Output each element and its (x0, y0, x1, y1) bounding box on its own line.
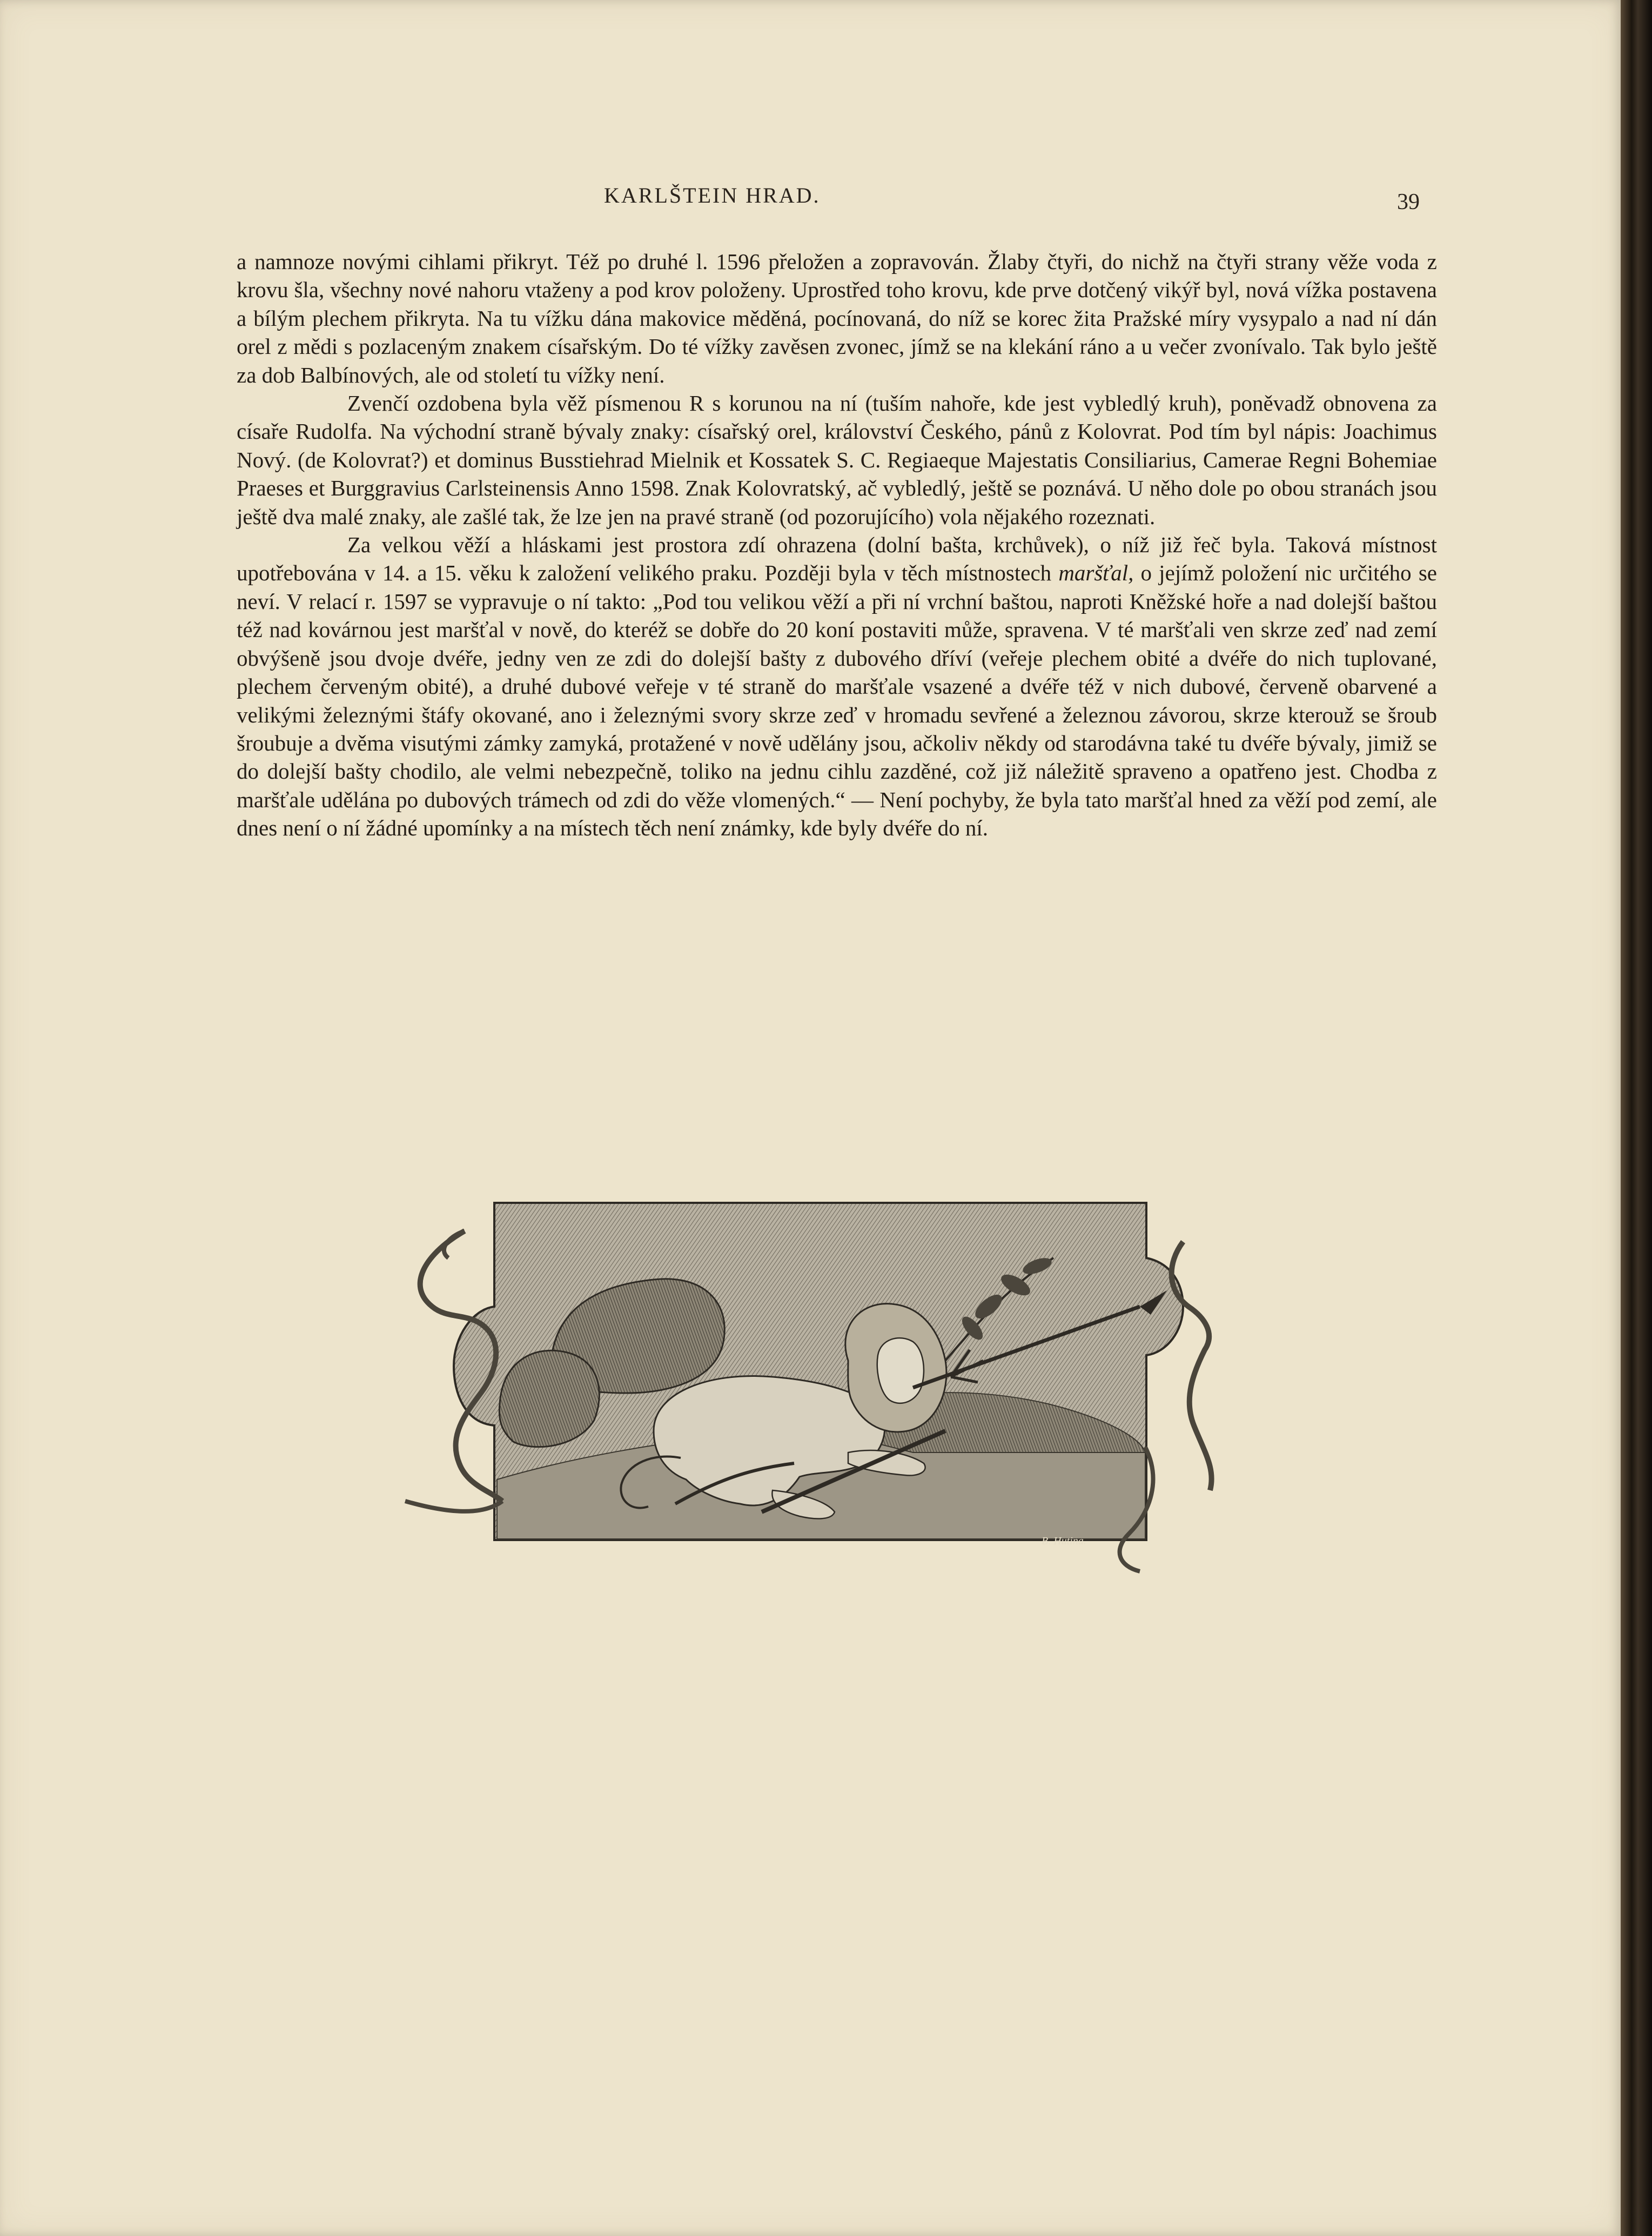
paragraph (237, 531, 1437, 842)
lion-vignette-illustration (373, 1199, 1216, 1577)
ribbon-right (1172, 1242, 1212, 1490)
lion-face (877, 1338, 924, 1403)
paragraph (237, 389, 1437, 531)
running-title: KARLŠTEIN HRAD. (604, 183, 821, 207)
artist-signature: B. Hutina. (1042, 1535, 1086, 1547)
emphasized-term: maršťal, (1058, 560, 1134, 586)
rock-shape (499, 1350, 599, 1447)
page-number: 39 (1397, 190, 1420, 215)
text-run: o jejímž položení nic určitého se neví. V relací r. 1597 se vypravuje o ní takto: „Pod tou velikou věží a při ní vrchní baštou, naproti Kněžské hoře a nad dolejší baštou též nad kovárnou jest maršťal v nově, do kteréž se dobře do 20 koní postaviti může, spravena. V té maršťali ven skrze zeď nad zemí obvýšeně jsou dvoje dvéře, jedny ven ze zdi do dolejší bašty z dubového dříví (veřeje plechem obité a dvéře do nich tuplované, plechem červeným obité), a druhé dubové veřeje v té straně do maršťale vsazené a dvéře též v nich dubové, červeně obarvené a velikými železnými štáfy okované, ano i železnými svory skrze zeď v hromadu sevřené a železnou závorou, skrze kterouž se šroub šroubuje a dvěma visutými zámky zamyká, protažené v nově udělány jsou, ačkoliv někdy od starodávna také tu dvéře bývaly, jimiž se do dolejší bašty chodilo, ale velmi nebezpečně, toliko na jednu cihlu zazděné, což již náležitě spraveno a opatřeno jest. Chodba z maršťale udělána po dubových trámech od zdi do věže vlomených.“ — Není pochyby, že byla tato maršťal hned za věží pod zemí, ale dnes není o ní žádné upomínky a na místech těch není známky, kde byly dvéře do ní. (237, 560, 1437, 841)
book-edge (1621, 0, 1652, 2236)
text-run: Za velkou věží a hláskami jest prostora zdí ohrazena (dolní bašta, krchůvek), o níž již řeč byla. Taková místnost upotřebována v 14. a 15. věku k založení velikého praku. Později byla v těch místnostech (237, 532, 1437, 586)
text-run: Zvenčí ozdobena byla věž písmenou R s korunou na ní (tuším nahoře, kde jest vybledlý kruh), poněvadž obnovena za císaře Rudolfa. Na východní straně bývaly znaky: císařský orel, království Českého, pánů z Kolovrat. Pod tím byl nápis: Joachimus Nový. (de Kolovrat?) et dominus Busstiehrad Mielnik et Kossatek S. C. Regiaeque Majestatis Consiliarius, Camerae Regni Bohemiae Praeses et Burggravius Carlsteinensis Anno 1598. Znak Kolovratský, ač vybledlý, ještě se poznává. U něho dole po obou stranách jsou ještě dva malé znaky, ale zašlé tak, že lze jen na pravé straně (od pozorujícího) vola nějakého rozeznati. (237, 391, 1437, 529)
body-text (237, 247, 1437, 842)
paragraph (237, 247, 1437, 389)
text-run: a namnoze novými cihlami přikryt. Též po druhé l. 1596 přeložen a zopravován. Žlaby čtyři, do nichž na čtyři strany věže voda z krovu šla, všechny nové nahoru vtaženy a pod krov položeny. Uprostřed toho krovu, kde prve dotčený vikýř byl, nová vížka postavena a bílým plechem přikryta. Na tu vížku dána makovice měděná, pocínovaná, do níž se korec žita Pražské míry vysypalo a nad ní dán orel z mědi s pozlaceným znakem císařským. Do té vížky zavěsen zvonec, jímž se na klekání ráno a u večer zvonívalo. Tak bylo ještě za dob Balbínových, ale od století tu vížky není. (237, 249, 1437, 387)
lion-vignette-drawing (373, 1199, 1216, 1577)
running-head (0, 183, 1459, 215)
